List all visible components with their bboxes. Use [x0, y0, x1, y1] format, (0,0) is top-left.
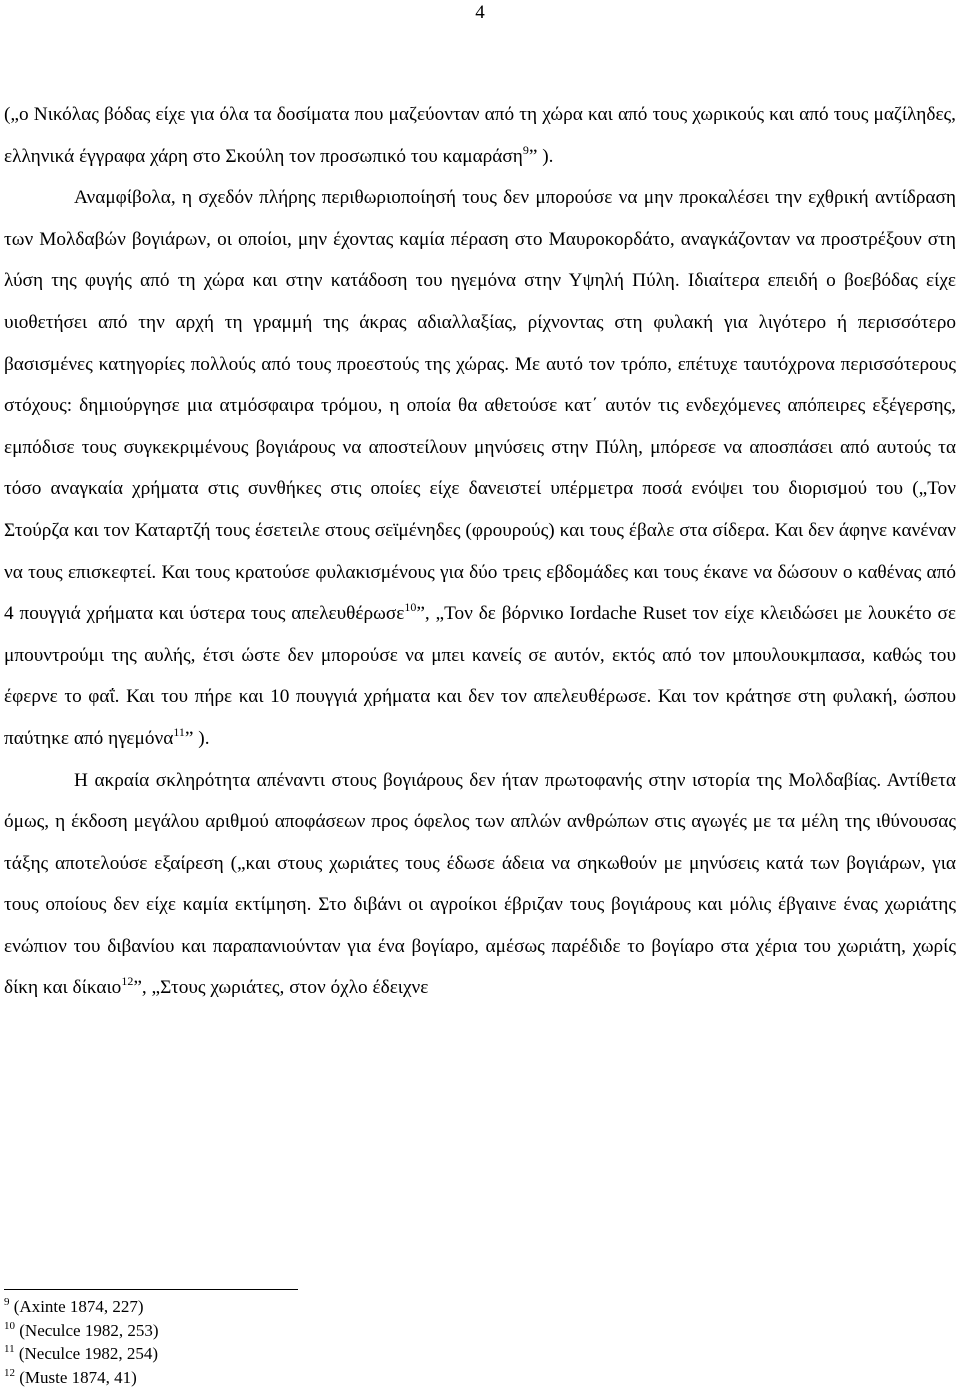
text-run: ” ). [528, 145, 554, 167]
paragraph-1 [4, 94, 956, 177]
footnote-number: 11 [4, 1343, 15, 1356]
text-run: („ο Νικόλας βόδας είχε για όλα τα δοσίματα που μαζεύονταν από τη χώρα και από τους χωρικούς και από τους μαζίληδες, ελληνικά έγγραφα χάρη στο Σκούλη τον προσωπικό του καμαράση [4, 104, 956, 167]
footnote-12 [4, 1366, 904, 1390]
body-text [4, 94, 956, 1009]
footnote-9 [4, 1295, 904, 1319]
footnotes [4, 1295, 904, 1389]
footnote-number: 12 [4, 1366, 15, 1379]
footnote-10 [4, 1319, 904, 1343]
footnote-ref-12[interactable]: 12 [121, 974, 134, 989]
text-run: Αναμφίβολα, η σχεδόν πλήρης περιθωριοποίησή τους δεν μπορούσε να μην προκαλέσει την εχθρική αντίδραση των Μολδαβών βογιάρων, οι οποίοι, μην έχοντας καμία πέραση στο Μαυροκορδάτο, αναγκάζονταν να προστρέξουν στη λύση της φυγής από τη χώρα και στην κατάδοση του ηγεμόνα στην Υψηλή Πύλη. Ιδιαίτερα επειδή ο βοεβόδας είχε υιοθετήσει από την αρχή τη γραμμή της άκρας αδιαλλαξίας, ρίχνοντας στη φυλακή για λιγότερο ή περισσότερο βασισμένες κατηγορίες πολλούς από τους προεστούς της χώρας. Με αυτό τον τρόπο, επέτυχε ταυτόχρονα περισσότερους στόχους: δημιούργησε μια ατμόσφαιρα τρόμου, η οποία θα αθετούσε κατ΄ αυτόν τις ενδεχόμενες απόπειρες εξέγερσης, εμπόδισε τους συγκεκριμένους βογιάρους να αποστείλουν μηνύσεις στην Πύλη, μπόρεσε να αποσπάσει από αυτούς τα τόσο αναγκαία χρήματα στις συνθήκες στις οποίες είχε δανειστεί υπέρμετρα ποσά ενόψει του διορισμού του („Τον Στούρζα και τον Καταρτζή τους έσετειλε στους σεϊμένηδες (φρουρούς) και τους έβαλε στα σίδερα. Και δεν άφηνε κανέναν να τους επισκεφτεί. Και τους κρατούσε φυλακισμένους για δύο τρεις εβδομάδες και τους έκανε να δώσουν ο καθένας από 4 πουγγιά χρήματα και ύστερα τους απελευθέρωσε [4, 187, 956, 625]
footnote-ref-9[interactable]: 9 [522, 142, 529, 157]
footnote-number: 9 [4, 1296, 10, 1308]
text-run: Η ακραία σκληρότητα απέναντι στους βογιάρους δεν ήταν πρωτοφανής στην ιστορία της Μολδαβίας. Αντίθετα όμως, η έκδοση μεγάλου αριθμού αποφάσεων προς όφελος των απλών ανθρώπων στις αγωγές με τα μέλη της ιθύνουσας τάξης αποτελούσε εξαίρεση („και στους χωριάτες τους έδωσε άδεια να σηκωθούν με μηνύσεις κατά των βογιάρων, για τους οποίους δεν είχε καμία εκτίμηση. Στο διβάνι οι αγροίκοι έβριζαν τους βογιάρους και μόλις έβγαινε ένας χωριάτης ενώπιον του διβανίου και παραπανιούνταν για ένα βογίαρο, αμέσως παρέδιδε το βογίαρο στα χέρια του χωριάτη, χωρίς δίκη και δίκαιο [4, 769, 956, 999]
text-run: ”, „Στους χωριάτες, στον όχλο έδειχνε [133, 977, 429, 999]
footnote-text: (Neculce 1982, 254) [18, 1344, 159, 1364]
footnote-text: (Neculce 1982, 253) [19, 1320, 159, 1340]
footnote-11 [4, 1342, 904, 1366]
paragraph-3 [4, 760, 956, 1010]
footnote-text: (Muste 1874, 41) [19, 1367, 137, 1387]
footnote-ref-10[interactable]: 10 [404, 600, 417, 615]
text-run: ” ). [184, 727, 210, 749]
footnote-text: (Axinte 1874, 227) [13, 1297, 144, 1316]
footnote-ref-11[interactable]: 11 [173, 724, 185, 739]
text-run: ”, „Τον δε βόρνικο Iordache Ruset τον είχε κλειδώσει με λουκέτο σε μπουντρούμι της αυλής, έτσι ώστε δεν μπορούσε να μπει κανείς σε αυτόν, εκτός από τον μπουλουκμπασα, καθώς του έφερνε το φαΐ. Και του πήρε και 10 πουγγιά χρήματα και δεν τον απελευθέρωσε. Και τον κράτησε στη φυλακή, ώσπου παύτηκε από ηγεμόνα [4, 603, 957, 749]
footnote-separator [4, 1289, 298, 1290]
paragraph-2 [4, 177, 956, 759]
page-number: 4 [475, 2, 485, 23]
footnote-number: 10 [4, 1319, 15, 1332]
